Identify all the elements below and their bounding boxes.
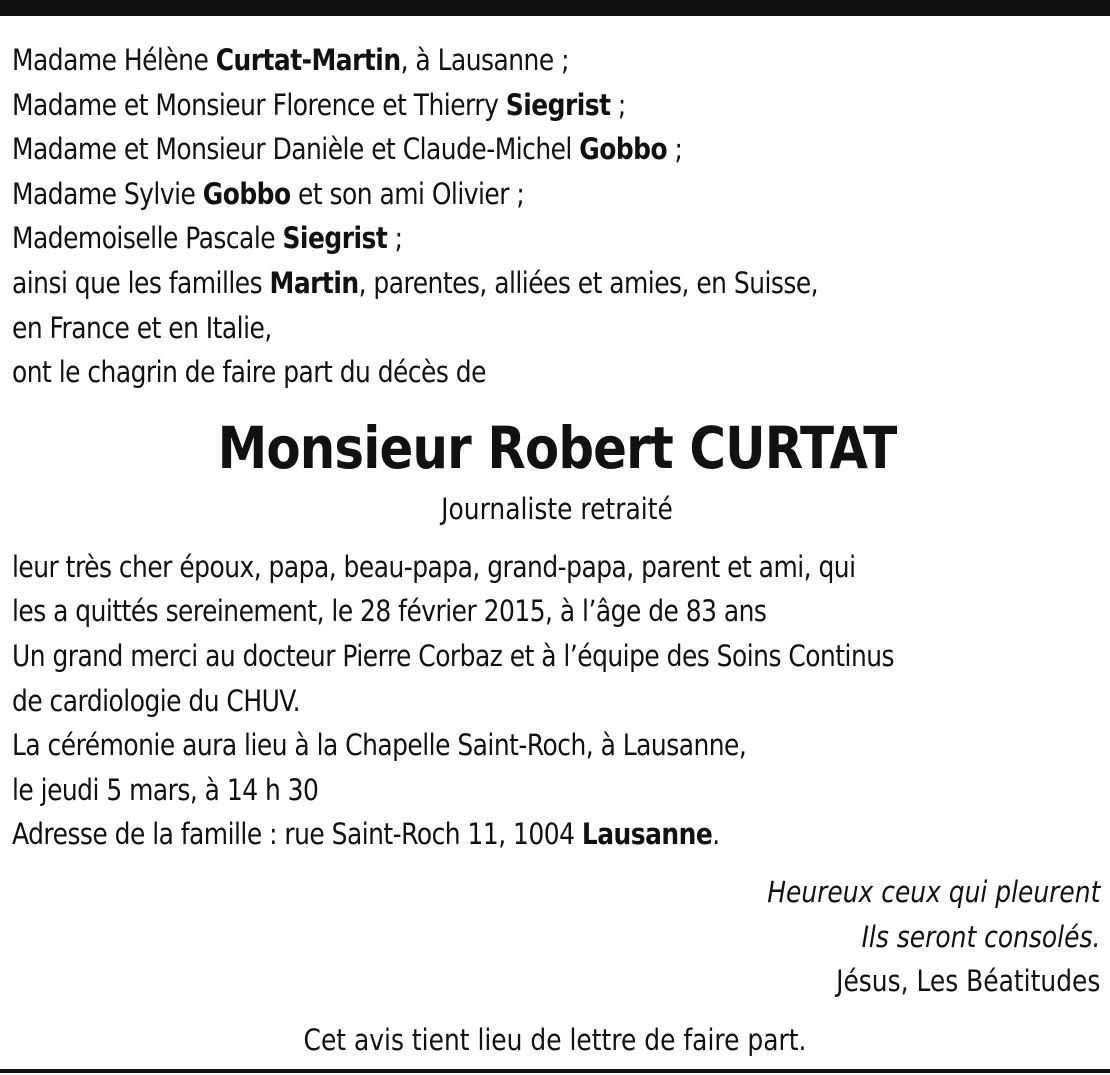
family-text: et son ami Olivier ; — [290, 176, 525, 211]
family-text: ; — [387, 221, 403, 256]
body-line: le jeudi 5 mars, à 14 h 30 — [12, 772, 319, 807]
body-line: Un grand merci au docteur Pierre Corbaz et à l’équipe des Soins Continus — [12, 638, 895, 673]
body-line: de cardiologie du CHUV. — [12, 683, 301, 718]
family-text: ainsi que les familles — [12, 265, 270, 300]
family-text: Madame et Monsieur Florence et Thierry — [12, 87, 506, 122]
family-text: Mademoiselle Pascale — [12, 221, 283, 256]
family-text: , parentes, alliées et amies, en Suisse, — [358, 265, 819, 300]
body-line: les a quittés sereinement, le 28 février 2015, à l’âge de 83 ans — [12, 594, 767, 629]
family-text: Madame Hélène — [12, 43, 216, 77]
family-address — [12, 812, 949, 857]
family-line — [12, 127, 949, 172]
quote-source: Jésus, Les Béatitudes — [835, 964, 1100, 999]
address-text: Adresse de la famille : rue Saint-Roch 11, 1004 — [12, 817, 582, 852]
family-text: Madame Sylvie — [12, 176, 203, 211]
intro-line: en France et en Italie, — [12, 310, 272, 345]
quote-line: Heureux ceux qui pleurent — [766, 875, 1100, 909]
family-text: , à Lausanne ; — [400, 43, 569, 77]
family-surname: Siegrist — [282, 221, 388, 256]
family-line — [12, 83, 949, 128]
top-border-rule — [0, 0, 1110, 16]
closing-note: Cet avis tient lieu de lettre de faire part. — [303, 1023, 807, 1057]
family-text: Madame et Monsieur Danièle et Claude-Michel — [12, 132, 580, 167]
family-line — [12, 216, 949, 261]
deceased-profession: Journaliste retraité — [441, 491, 673, 526]
deceased-name: Monsieur Robert CURTAT — [217, 413, 897, 482]
family-surname: Gobbo — [202, 176, 291, 211]
family-surname: Curtat-Martin — [215, 43, 401, 77]
family-surname: Siegrist — [505, 87, 611, 122]
body-line: leur très cher époux, papa, beau-papa, grand-papa, parent et ami, qui — [12, 549, 856, 584]
family-text: ; — [667, 132, 683, 167]
address-text: . — [712, 817, 720, 852]
quote-line: Ils seront consolés. — [861, 919, 1100, 954]
family-surname: Gobbo — [579, 132, 668, 167]
obituary-body — [12, 38, 1102, 857]
intro-line: ont le chagrin de faire part du décès de — [12, 355, 486, 390]
address-city: Lausanne — [581, 817, 713, 852]
family-line — [12, 261, 949, 306]
beatitudes-quote — [713, 870, 1100, 1004]
family-line — [12, 38, 949, 83]
family-text: ; — [610, 87, 626, 122]
family-surname: Martin — [269, 265, 359, 300]
body-line: La cérémonie aura lieu à la Chapelle Saint-Roch, à Lausanne, — [12, 728, 747, 763]
family-line — [12, 172, 949, 217]
bottom-border-rule — [0, 1069, 1110, 1073]
